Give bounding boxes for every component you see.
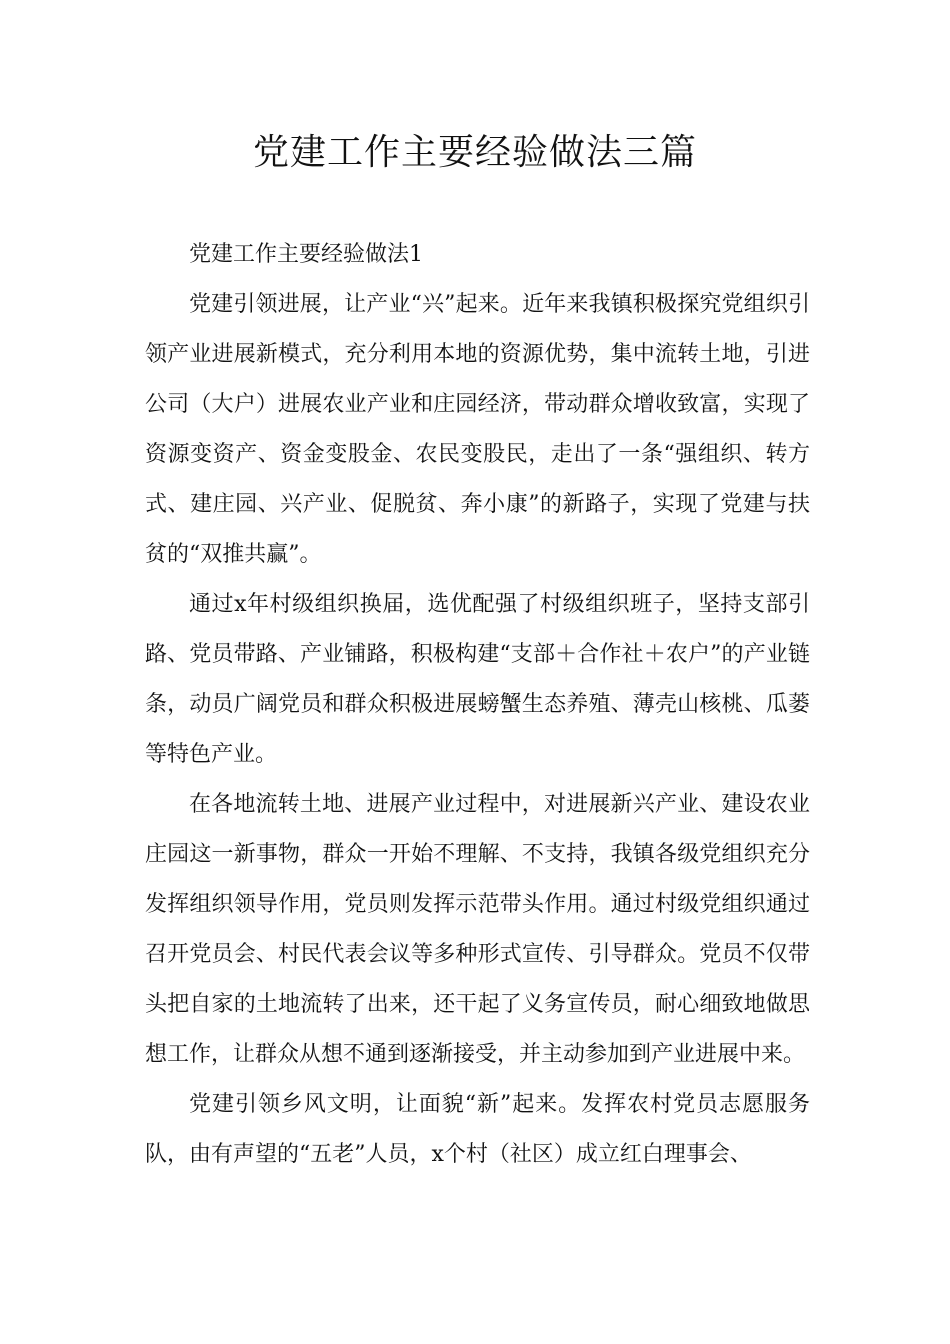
section-heading: 党建工作主要经验做法1 <box>189 242 423 267</box>
document-title: 党建工作主要经验做法三篇 <box>252 132 697 173</box>
paragraph-1: 党建引领进展，让产业“兴”起来。近年来我镇积极探究党组织引领产业进展新模式，充分利用本地的资源优势，集中流转土地，引进公司（大户）进展农业产业和庄园经济，带动群众增收致富，实现了资源变资产、资金变股金、农民变股民，走出了一条“强组织、转方式、建庄园、兴产业、促脱贫、奔小康”的新路子，实现了党建与扶贫的“双推共赢”。 <box>145 292 810 567</box>
paragraph-3: 在各地流转土地、进展产业过程中，对进展新兴产业、建设农业庄园这一新事物，群众一开始不理解、不支持，我镇各级党组织充分发挥组织领导作用，党员则发挥示范带头作用。通过村级党组织通过召开党员会、村民代表会议等多种形式宣传、引导群众。党员不仅带头把自家的土地流转了出来，还干起了义务宣传员，耐心细致地做思想工作，让群众从想不通到逐渐接受，并主动参加到产业进展中来。 <box>145 792 810 1067</box>
paragraph-4: 党建引领乡风文明，让面貌“新”起来。发挥农村党员志愿服务队，由有声望的“五老”人员，x个村（社区）成立红白理事会、 <box>145 1092 810 1167</box>
document-body <box>145 230 810 1180</box>
paragraph-2: 通过x年村级组织换届，选优配强了村级组织班子，坚持支部引路、党员带路、产业铺路，积极构建“支部＋合作社＋农户”的产业链条，动员广阔党员和群众积极进展螃蟹生态养殖、薄壳山核桃、瓜蒌等特色产业。 <box>145 592 810 767</box>
